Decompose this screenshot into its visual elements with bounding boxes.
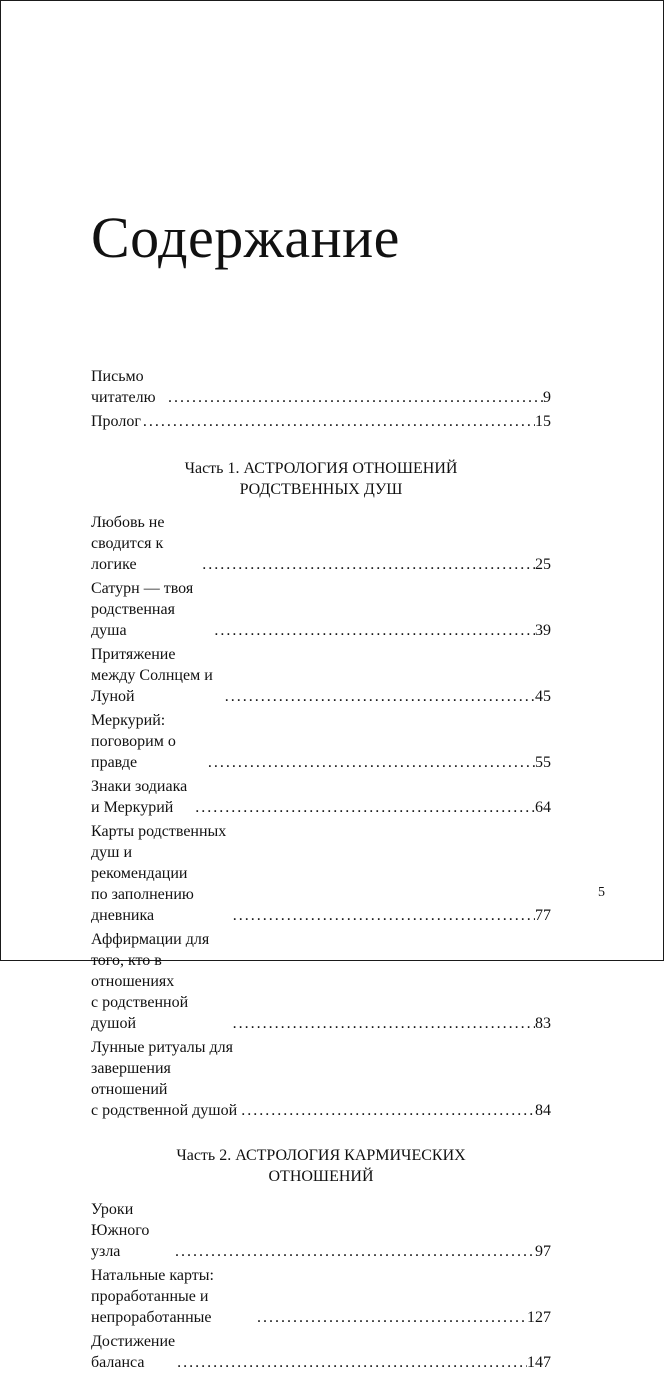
toc-entry (91, 1199, 551, 1262)
toc-entry (91, 366, 551, 408)
toc-entry-page: 97 (535, 1243, 551, 1260)
toc-entry-page: 127 (527, 1309, 551, 1326)
toc-entry-title: Лунные ритуалы для завершения отношений с родственной душой (91, 1039, 238, 1119)
page-title: Содержание (91, 205, 400, 270)
toc-entry-page: 45 (535, 688, 551, 705)
toc-entry (91, 411, 551, 432)
dot-leader (231, 1013, 535, 1034)
dot-leader (193, 797, 535, 818)
toc-entry (91, 776, 551, 818)
toc-entry-title: Аффирмации для того, кто в отношениях с родственной душой (91, 931, 210, 1032)
part-2-list (91, 1199, 551, 1373)
toc-entry-page: 15 (535, 413, 551, 430)
toc-entry-page: 77 (535, 907, 551, 924)
toc-entry-page: 147 (527, 1354, 551, 1371)
part-heading: Часть 2. АСТРОЛОГИЯ КАРМИЧЕСКИХ ОТНОШЕНИЙ (176, 1147, 466, 1185)
toc-entry-title: Знаки зодиака и Меркурий (91, 778, 188, 816)
toc-entry-page: 64 (535, 799, 551, 816)
dot-leader (175, 1352, 527, 1373)
toc-entry (91, 644, 551, 707)
page-number: 5 (598, 885, 605, 900)
toc-entry-title: Меркурий: поговорим о правде (91, 712, 176, 771)
toc-entry-page: 55 (535, 754, 551, 771)
toc-entry-title: Натальные карты: проработанные и непроработанные (91, 1267, 214, 1326)
toc-entry (91, 1037, 551, 1121)
toc-entry-page: 83 (535, 1015, 551, 1032)
dot-leader (141, 411, 535, 432)
part-1-list (91, 512, 551, 1121)
front-matter-list (91, 366, 551, 432)
dot-leader (206, 752, 535, 773)
toc-entry (91, 710, 551, 773)
toc-entry (91, 1265, 551, 1328)
toc-entry-title: Пролог (91, 413, 141, 430)
toc-entry (91, 578, 551, 641)
toc-entry-title: Уроки Южного узла (91, 1201, 150, 1260)
toc-entry-page: 9 (543, 389, 551, 406)
dot-leader (231, 905, 535, 926)
part-heading: Часть 1. АСТРОЛОГИЯ ОТНОШЕНИЙ РОДСТВЕННЫХ ДУШ (184, 460, 458, 498)
dot-leader (212, 620, 535, 641)
dot-leader (255, 1307, 527, 1328)
toc-entry-page: 39 (535, 622, 551, 639)
toc-entry-title: Притяжение между Солнцем и Луной (91, 646, 213, 705)
toc-entry-title: Любовь не сводится к логике (91, 514, 165, 573)
dot-leader (173, 1241, 535, 1262)
toc-entry (91, 1331, 551, 1373)
toc-entry-title: Достижение баланса (91, 1333, 176, 1371)
dot-leader (223, 686, 535, 707)
toc-entry-title: Сатурн — твоя родственная душа (91, 580, 194, 639)
dot-leader (166, 387, 543, 408)
dot-leader (239, 1100, 535, 1121)
toc-entry (91, 929, 551, 1034)
toc-entry (91, 512, 551, 575)
toc-entry-page: 84 (535, 1102, 551, 1119)
toc-entry-title: Карты родственных душ и рекомендации по заполнению дневника (91, 823, 227, 924)
toc-entry (91, 821, 551, 926)
dot-leader (200, 554, 535, 575)
toc-entry-title: Письмо читателю (91, 368, 156, 406)
toc-entry-page: 25 (535, 556, 551, 573)
table-of-contents (91, 366, 551, 1376)
